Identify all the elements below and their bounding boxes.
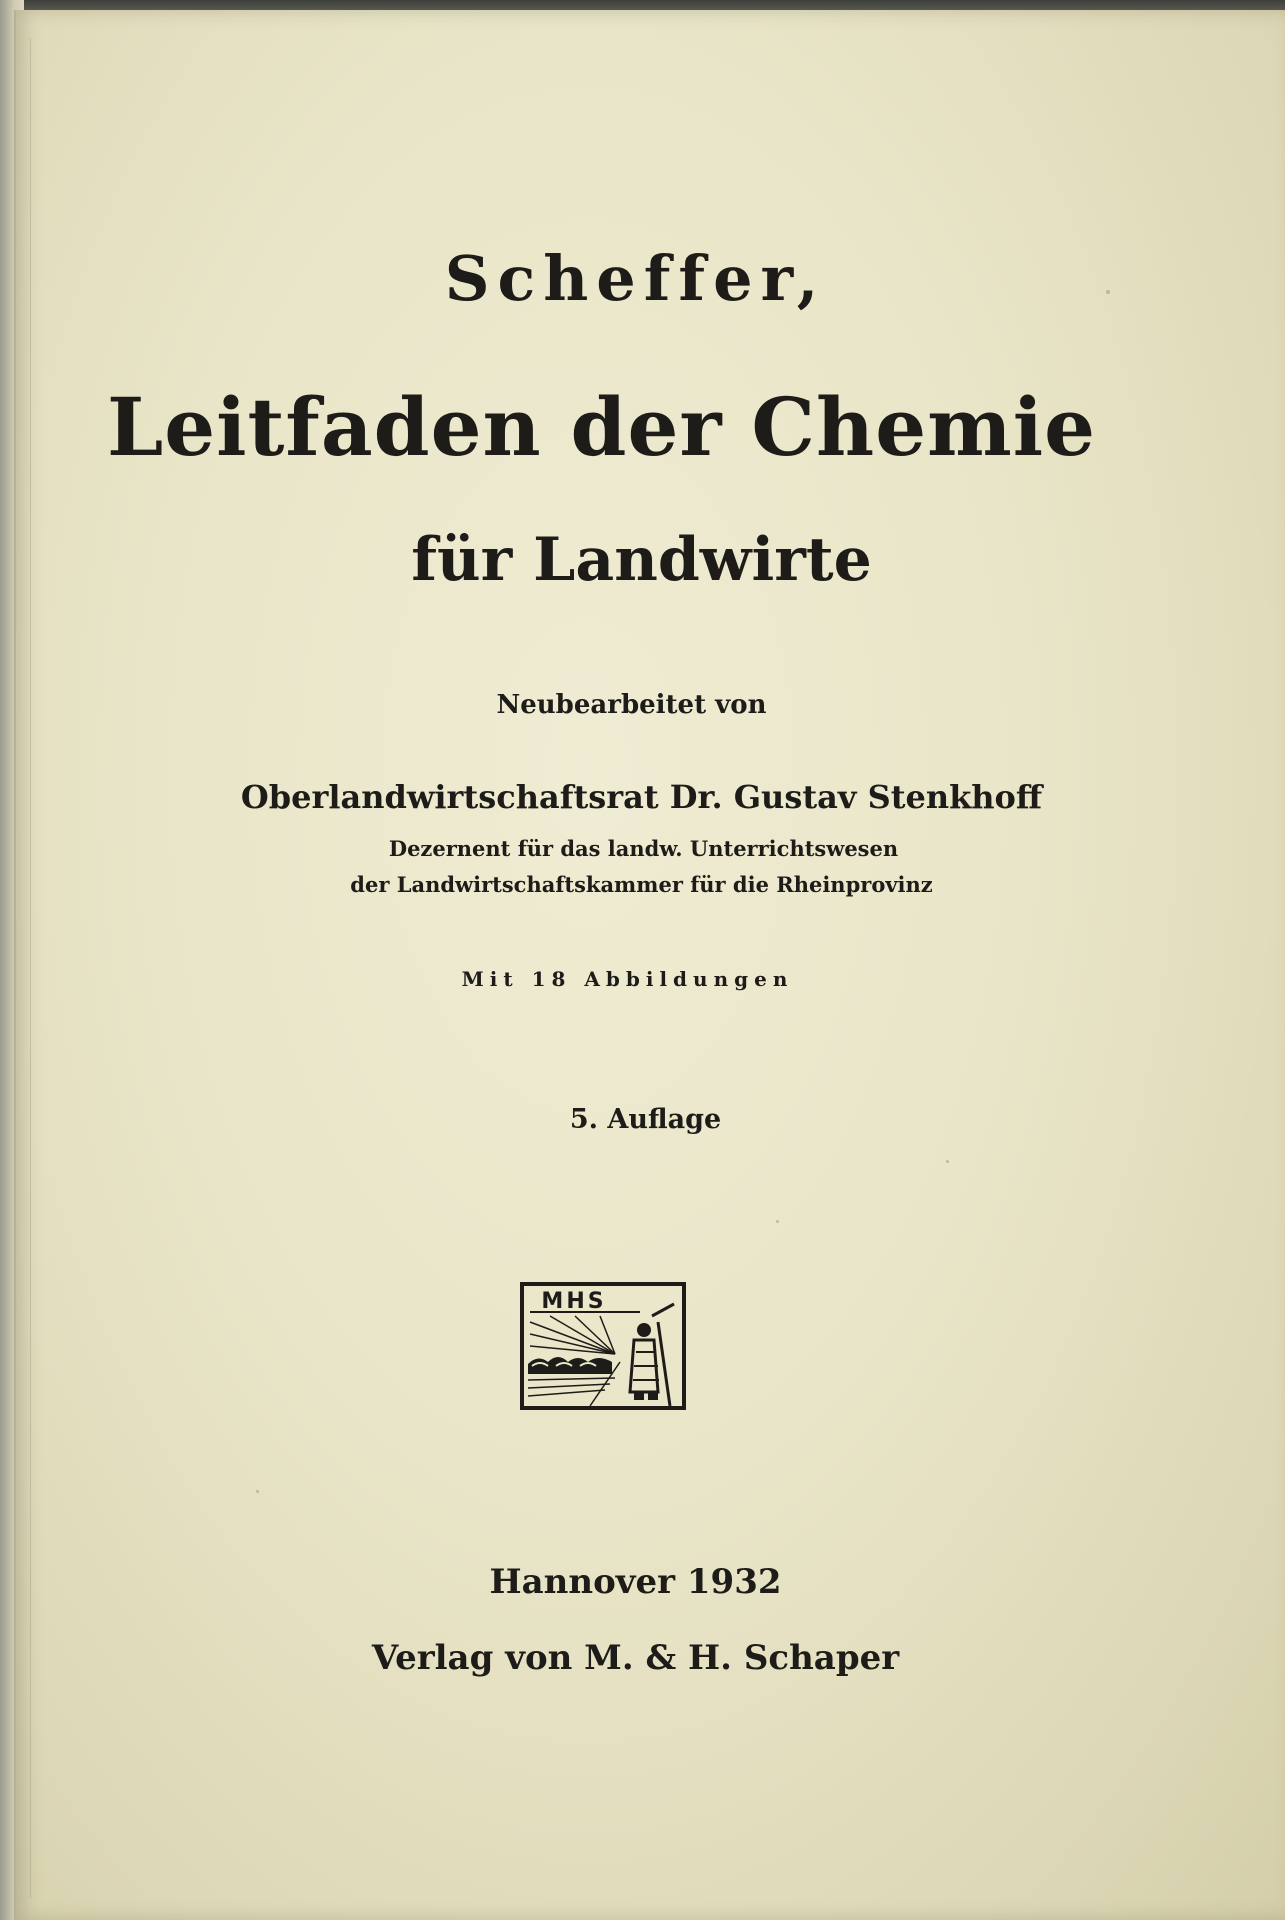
logo-text: MHS	[541, 1289, 607, 1314]
publisher-line: Verlag von M. & H. Schaper	[371, 1638, 900, 1678]
book-subtitle: für Landwirte	[411, 525, 872, 595]
reviser-role-line2: der Landwirtschaftskammer für die Rheinprovinz	[350, 872, 933, 897]
farmer-figure	[630, 1304, 674, 1406]
publisher-logo	[520, 1282, 686, 1410]
sunrise-rays	[530, 1316, 615, 1354]
book-title: Leitfaden der Chemie	[106, 380, 1097, 474]
reviser-role-line1: Dezernent für das landw. Unterrichtswesen	[388, 836, 899, 861]
paper-speck	[256, 1490, 259, 1493]
place-and-year: Hannover 1932	[489, 1562, 782, 1602]
field-hedge	[528, 1357, 612, 1374]
paper-speck	[776, 1220, 779, 1223]
edition-label: 5. Auflage	[569, 1104, 722, 1135]
illustrations-note: Mit 18 Abbildungen	[461, 967, 794, 991]
logo-monogram	[530, 1289, 640, 1314]
title-page	[14, 10, 1285, 1920]
reviser-name: Oberlandwirtschaftsrat Dr. Gustav Stenkhoff	[240, 778, 1043, 816]
paper-speck	[946, 1160, 949, 1163]
revised-by-intro: Neubearbeitet von	[496, 690, 767, 720]
author-heading: Scheffer,	[444, 242, 827, 315]
